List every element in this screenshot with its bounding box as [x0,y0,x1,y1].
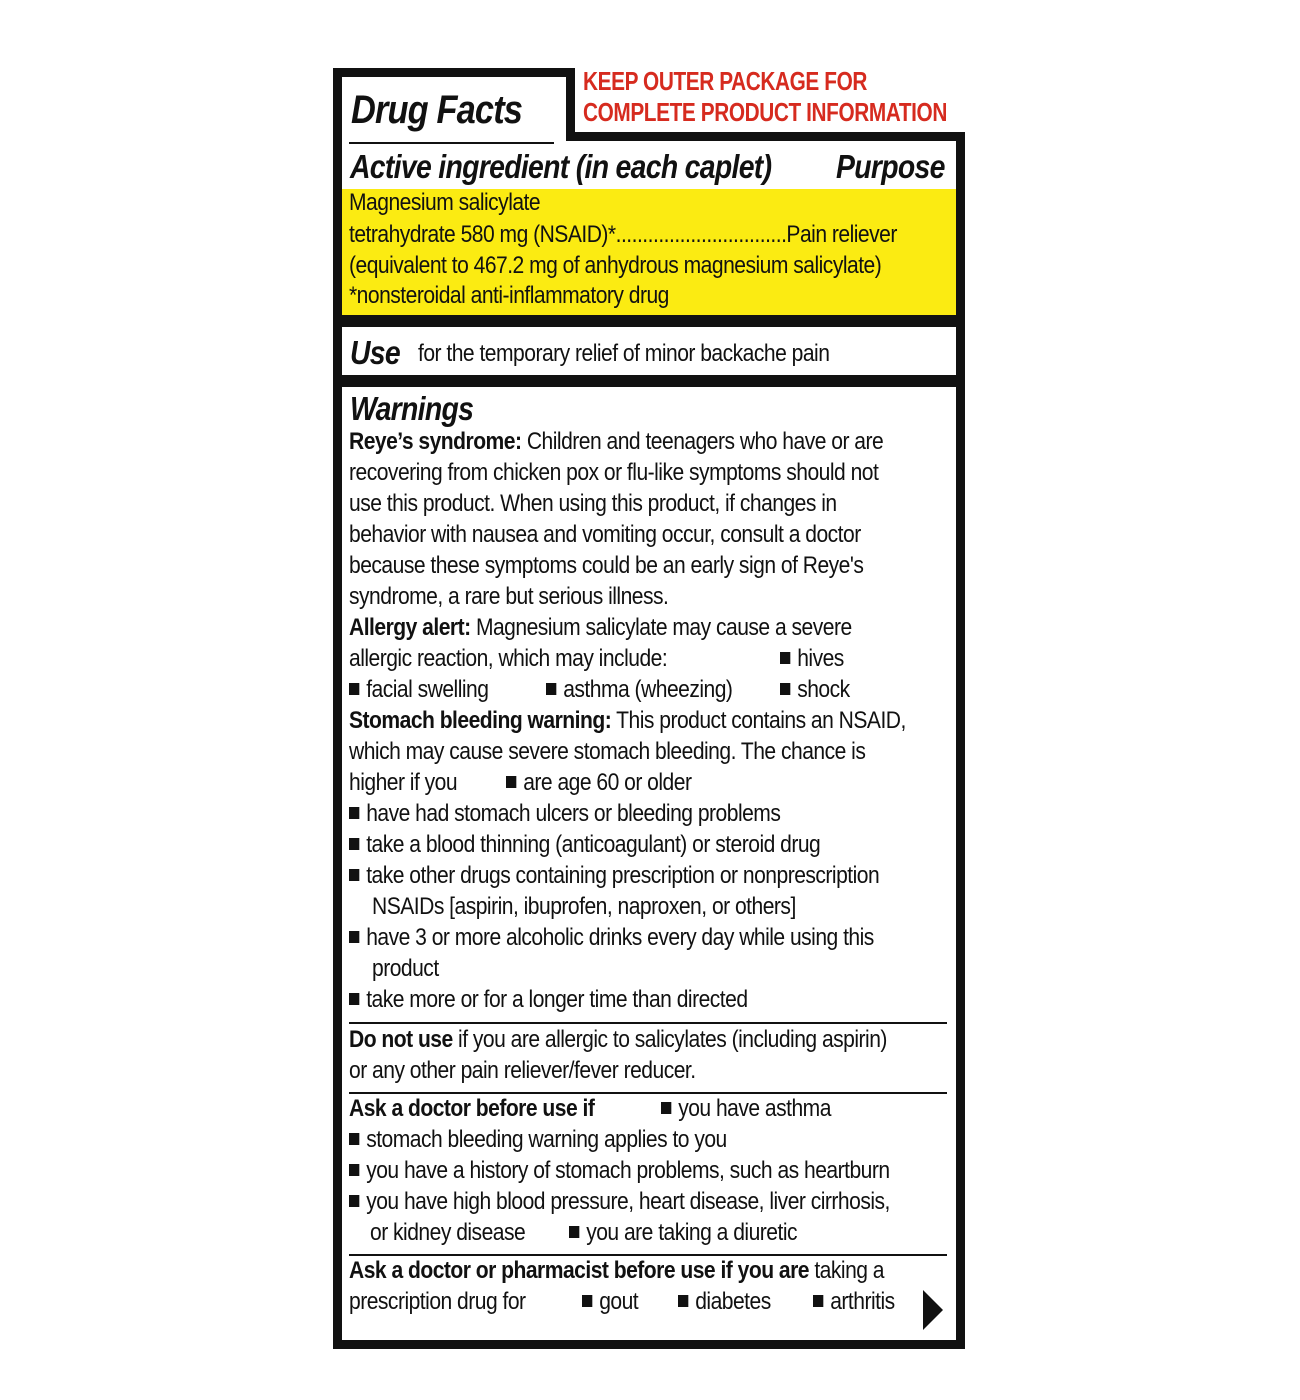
stomach-warning-line: Stomach bleeding warning: This product contains an NSAID, [349,707,906,734]
ingredient-footnote: *nonsteroidal anti-inflammatory drug [349,282,669,309]
ingredient-line: (equivalent to 467.2 mg of anhydrous magnesium salicylate) [349,252,882,279]
allergy-alert-line: Allergy alert: Magnesium salicylate may cause a severe [349,614,852,641]
ask-doctor-heading: Ask a doctor before use if [349,1095,595,1122]
list-item-continuation: NSAIDs [aspirin, ibuprofen, naproxen, or others] [372,893,796,920]
bullet-square-icon [349,1164,359,1176]
drug-facts-panel [333,68,965,1349]
list-item: you are taking a diuretic [569,1221,797,1246]
frame-border [333,68,575,77]
bullet-square-icon [349,1133,359,1145]
bullet-square-icon [349,1195,359,1207]
warnings-heading: Warnings [350,390,474,427]
list-item: take more or for a longer time than directed [349,988,748,1013]
bullet-square-icon [678,1295,688,1307]
purpose-text: Pain reliever [786,221,897,248]
list-item: hives [780,647,844,672]
list-item: gout [582,1290,638,1315]
reye-warning-line: behavior with nausea and vomiting occur, consult a doctor [349,521,861,548]
reye-warning-line: recovering from chicken pox or flu-like symptoms should not [349,459,879,486]
ingredient-line: Magnesium salicylate [349,189,541,216]
ask-pharmacist-line: Ask a doctor or pharmacist before use if you are taking a [349,1257,885,1284]
ingredient-line: tetrahydrate 580 mg (NSAID)*................................Pain reliever [349,221,897,248]
list-item: have had stomach ulcers or bleeding problems [349,802,780,827]
bullet-square-icon [349,931,359,943]
ask-pharmacist-line: prescription drug for [349,1288,526,1315]
bullet-square-icon [349,869,359,881]
bullet-square-icon [813,1295,823,1307]
title-underline [349,142,554,144]
bullet-square-icon [349,838,359,850]
allergy-alert-line: allergic reaction, which may include: [349,645,668,672]
bullet-square-icon [661,1102,671,1114]
continue-arrow-icon [923,1290,943,1330]
frame-border [333,1340,965,1349]
list-item: asthma (wheezing) [546,678,732,703]
stomach-warning-line: which may cause severe stomach bleeding. The chance is [349,738,866,765]
use-text: for the temporary relief of minor backache pain [418,340,830,367]
list-item: facial swelling [349,678,488,703]
bullet-square-icon [349,807,359,819]
list-item: take a blood thinning (anticoagulant) or steroid drug [349,833,820,858]
section-divider [333,315,965,327]
subsection-rule [349,1254,947,1256]
bullet-square-icon [546,683,556,695]
list-item: you have high blood pressure, heart disease, liver cirrhosis, [349,1190,890,1215]
package-notice-line-2: COMPLETE PRODUCT INFORMATION [583,97,947,127]
reye-warning-line: syndrome, a rare but serious illness. [349,583,669,610]
subsection-rule [349,1092,947,1094]
bullet-square-icon [349,683,359,695]
do-not-use-line: Do not use if you are allergic to salicylates (including aspirin) [349,1026,887,1053]
list-item: stomach bleeding warning applies to you [349,1128,727,1153]
list-item-continuation: or kidney disease [370,1219,526,1246]
bullet-square-icon [349,993,359,1005]
list-item: you have a history of stomach problems, such as heartburn [349,1159,890,1184]
bullet-square-icon [506,776,516,788]
do-not-use-line: or any other pain reliever/fever reducer. [349,1057,696,1084]
list-item: shock [780,678,850,703]
use-heading: Use [350,334,401,371]
reye-warning-line: because these symptoms could be an early sign of Reye's [349,552,864,579]
list-item: arthritis [813,1290,895,1315]
list-item: take other drugs containing prescription or nonprescription [349,864,879,889]
reye-warning-line: Reye’s syndrome: Children and teenagers who have or are [349,428,884,455]
bullet-square-icon [582,1295,592,1307]
list-item: are age 60 or older [506,771,691,796]
bullet-square-icon [780,683,790,695]
frame-border [566,68,575,140]
stomach-warning-line: higher if you [349,769,458,796]
drug-facts-title: Drug Facts [351,88,523,132]
list-item-continuation: product [372,955,439,982]
list-item: diabetes [678,1290,771,1315]
reye-warning-line: use this product. When using this product, if changes in [349,490,837,517]
subsection-rule [349,1022,947,1024]
purpose-heading: Purpose [836,148,945,185]
active-ingredient-heading: Active ingredient (in each caplet) [350,148,772,185]
frame-border [566,132,965,141]
section-divider [333,375,965,387]
list-item: have 3 or more alcoholic drinks every day while using this [349,926,874,951]
package-notice-line-1: KEEP OUTER PACKAGE FOR [583,66,867,96]
bullet-square-icon [780,652,790,664]
list-item: you have asthma [661,1097,831,1122]
frame-border [333,68,342,1349]
bullet-square-icon [569,1226,579,1238]
